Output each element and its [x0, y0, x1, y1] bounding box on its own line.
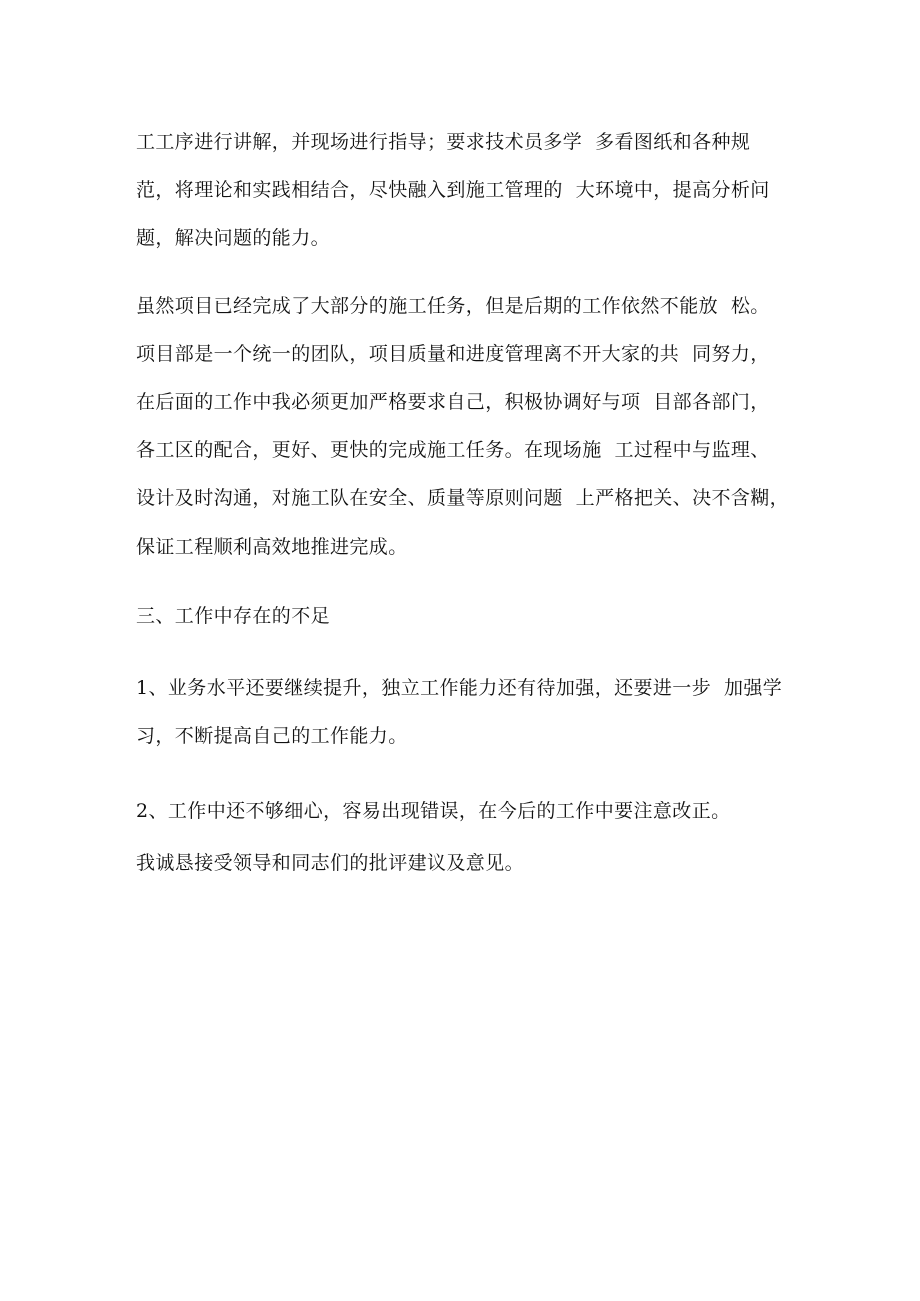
paragraph-2-line-3: 在后面的工作中我必须更加严格要求自己，积极协调好与项 目部各部门， — [136, 391, 770, 413]
paragraph-2-line-5: 设计及时沟通，对施工队在安全、质量等原则问题 上严格把关、决不含糊， — [136, 487, 790, 509]
item-2-line-1: 2、工作中还不够细心，容易出现错误，在今后的工作中要注意改正。 — [136, 800, 731, 822]
paragraph-2-line-4: 各工区的配合，更好、更快的完成施工任务。在现场施 工过程中与监理、 — [136, 439, 770, 461]
paragraph-1-line-2: 范，将理论和实践相结合，尽快融入到施工管理的 大环境中，提高分析问 — [136, 179, 770, 201]
paragraph-1-line-3: 题，解决问题的能力。 — [136, 227, 331, 249]
paragraph-1-line-1: 工工序进行讲解，并现场进行指导；要求技术员多学 多看图纸和各种规 — [136, 131, 751, 153]
paragraph-2-line-1: 虽然项目已经完成了大部分的施工任务，但是后期的工作依然不能放 松。 — [136, 295, 770, 317]
item-1-line-2: 习，不断提高自己的工作能力。 — [136, 725, 408, 747]
paragraph-2-line-6: 保证工程顺利高效地推进完成。 — [136, 536, 408, 558]
paragraph-2-line-2: 项目部是一个统一的团队，项目质量和进度管理离不开大家的共 同努力， — [136, 343, 770, 365]
closing-line: 我诚恳接受领导和同志们的批评建议及意见。 — [136, 852, 525, 874]
item-1-line-1: 1、业务水平还要继续提升，独立工作能力还有待加强，还要进一步 加强学 — [136, 677, 783, 699]
section-heading: 三、工作中存在的不足 — [136, 605, 331, 627]
